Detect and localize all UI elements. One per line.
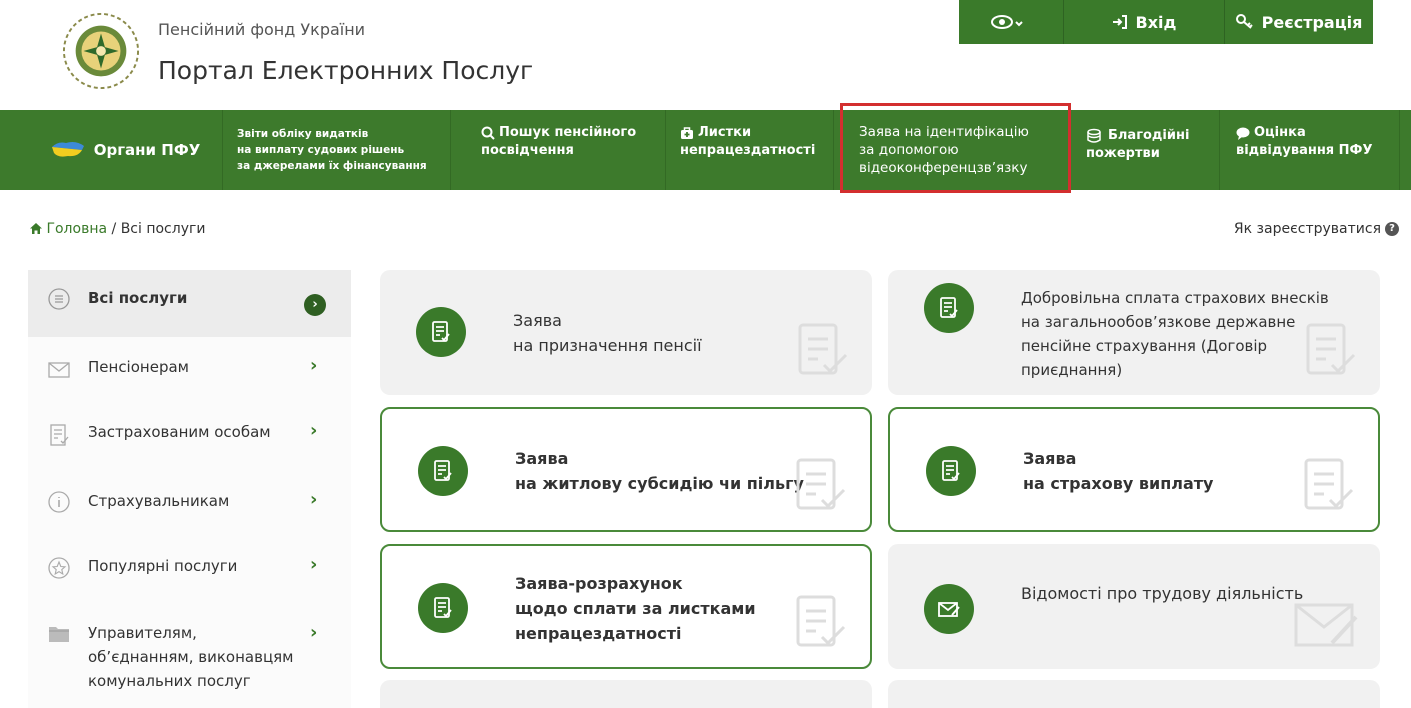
card-line: Заява bbox=[1023, 449, 1077, 468]
question-icon: ? bbox=[1385, 222, 1399, 236]
chevron-right-icon: › bbox=[310, 489, 318, 510]
login-button[interactable] bbox=[1064, 0, 1225, 44]
service-card-insurance-payment[interactable] bbox=[888, 407, 1380, 532]
card-line: приєднання) bbox=[1021, 361, 1123, 379]
document-icon bbox=[48, 424, 70, 446]
info-icon bbox=[48, 491, 70, 513]
document-watermark-icon bbox=[792, 321, 852, 381]
pfu-logo[interactable] bbox=[62, 12, 140, 90]
sidebar-item-label: Застрахованим особам bbox=[88, 423, 271, 441]
register-button[interactable] bbox=[1225, 0, 1373, 44]
key-icon bbox=[1236, 14, 1254, 30]
accessibility-button[interactable] bbox=[959, 0, 1064, 44]
register-label: Реєстрація bbox=[1261, 12, 1363, 32]
nav-charity-line1: Благодійні bbox=[1108, 128, 1190, 143]
nav-charity-line2: пожертви bbox=[1086, 146, 1160, 161]
portal-title: Портал Електронних Послуг bbox=[158, 56, 534, 85]
service-card-partial[interactable] bbox=[888, 680, 1380, 708]
nav-rating[interactable] bbox=[1220, 110, 1400, 190]
highlight-frame bbox=[840, 103, 1071, 193]
breadcrumb-home[interactable] bbox=[30, 221, 107, 237]
document-check-icon bbox=[418, 583, 468, 633]
service-card-voluntary-contribution[interactable] bbox=[888, 270, 1380, 395]
star-icon bbox=[48, 557, 70, 579]
sidebar-item-label: Управителям, об’єднанням, виконавцям комунальних послуг bbox=[88, 624, 294, 690]
login-icon bbox=[1112, 14, 1128, 30]
home-icon bbox=[30, 223, 42, 234]
nav-video-line1: Заява на ідентифікацію bbox=[859, 124, 1029, 140]
card-line: Добровільна сплата страхових внесків bbox=[1021, 289, 1329, 307]
envelope-watermark-icon bbox=[1292, 595, 1360, 655]
card-line: Відомості про трудову діяльність bbox=[1021, 584, 1304, 603]
sidebar bbox=[28, 270, 351, 708]
nav-organs[interactable] bbox=[28, 110, 223, 190]
nav-search-line1: Пошук пенсійного bbox=[499, 125, 637, 140]
nav-reports-line1: Звіти обліку видатків bbox=[237, 128, 369, 140]
chevron-right-icon: › bbox=[310, 355, 318, 376]
sidebar-item-label: Страхувальникам bbox=[88, 492, 230, 510]
nav-search-line2: посвідчення bbox=[481, 143, 574, 158]
service-card-employment-records[interactable] bbox=[888, 544, 1380, 669]
document-check-icon bbox=[416, 307, 466, 357]
sidebar-item-managers[interactable] bbox=[28, 605, 351, 708]
card-line: непрацездатності bbox=[515, 624, 682, 643]
chevron-right-icon: › bbox=[310, 622, 318, 643]
document-watermark-icon bbox=[1300, 321, 1360, 381]
card-line: пенсійне страхування (Договір bbox=[1021, 337, 1268, 355]
service-card-housing-subsidy[interactable] bbox=[380, 407, 872, 532]
how-to-register-label: Як зареєструватися bbox=[1233, 221, 1381, 237]
sidebar-item-label: Пенсіонерам bbox=[88, 358, 189, 376]
document-watermark-icon bbox=[790, 456, 850, 516]
nav-sick-line1: Листки bbox=[698, 125, 752, 140]
fund-name: Пенсійний фонд України bbox=[158, 20, 366, 39]
nav-reports-line3: за джерелами їх фінансування bbox=[237, 160, 427, 172]
chevron-right-icon: › bbox=[310, 420, 318, 441]
breadcrumb bbox=[30, 221, 205, 237]
nav-video-line3: відеоконференцзв’язку bbox=[859, 160, 1028, 176]
envelope-pen-icon bbox=[924, 584, 974, 634]
card-line: на страхову виплату bbox=[1023, 474, 1214, 493]
main-nav bbox=[0, 110, 1411, 190]
document-watermark-icon bbox=[790, 593, 850, 653]
medkit-icon bbox=[680, 127, 694, 140]
header bbox=[0, 0, 1411, 110]
nav-reports-line2: на виплату судових рішень bbox=[237, 144, 405, 156]
nav-charity[interactable] bbox=[1072, 110, 1220, 190]
login-label: Вхід bbox=[1135, 12, 1177, 32]
nav-video-line2: за допомогою bbox=[859, 142, 959, 158]
document-check-icon bbox=[418, 446, 468, 496]
service-card-partial[interactable] bbox=[380, 680, 872, 708]
document-watermark-icon bbox=[1298, 456, 1358, 516]
card-line: Заява bbox=[515, 449, 569, 468]
comment-icon bbox=[1236, 127, 1250, 140]
sidebar-item-pensioners[interactable] bbox=[28, 337, 351, 404]
eye-icon bbox=[990, 13, 1024, 31]
nav-search-id[interactable] bbox=[451, 110, 666, 190]
service-card-pension-application[interactable] bbox=[380, 270, 872, 395]
sidebar-item-insured[interactable] bbox=[28, 404, 351, 471]
card-line: на житлову субсидію чи пільгу bbox=[515, 474, 804, 493]
folder-icon bbox=[48, 623, 70, 645]
coins-icon bbox=[1086, 128, 1104, 144]
nav-rating-line1: Оцінка bbox=[1254, 125, 1306, 140]
sidebar-item-label: Всі послуги bbox=[88, 289, 188, 307]
card-line: на загальнообов’язкове державне bbox=[1021, 313, 1296, 331]
breadcrumb-current: Всі послуги bbox=[120, 221, 206, 237]
nav-organs-label: Органи ПФУ bbox=[93, 141, 201, 159]
list-icon bbox=[48, 288, 70, 310]
chevron-right-icon: › bbox=[304, 294, 326, 316]
nav-rating-line2: відвідування ПФУ bbox=[1236, 143, 1373, 158]
ukraine-map-icon bbox=[50, 139, 86, 161]
card-line: Заява bbox=[513, 311, 562, 330]
search-icon bbox=[481, 126, 495, 140]
card-line: Заява-розрахунок bbox=[515, 574, 683, 593]
sidebar-item-all-services[interactable] bbox=[28, 270, 351, 337]
card-line: на призначення пенсії bbox=[513, 336, 702, 355]
service-card-sick-leave-calculation[interactable] bbox=[380, 544, 872, 669]
card-line: щодо сплати за листками bbox=[515, 599, 756, 618]
chevron-right-icon: › bbox=[310, 554, 318, 575]
breadcrumb-separator: / bbox=[107, 221, 121, 237]
sidebar-item-label: Популярні послуги bbox=[88, 557, 238, 575]
document-check-icon bbox=[926, 446, 976, 496]
envelope-icon bbox=[48, 359, 70, 381]
breadcrumb-home-label: Головна bbox=[46, 221, 108, 237]
sidebar-item-popular[interactable] bbox=[28, 538, 351, 605]
nav-reports[interactable] bbox=[223, 110, 451, 190]
how-to-register-link[interactable] bbox=[1234, 221, 1399, 237]
top-buttons bbox=[959, 0, 1373, 44]
document-check-icon bbox=[924, 283, 974, 333]
nav-sick-line2: непрацездатності bbox=[680, 143, 816, 158]
nav-sick-leave[interactable] bbox=[666, 110, 834, 190]
sidebar-item-insurers[interactable] bbox=[28, 471, 351, 538]
